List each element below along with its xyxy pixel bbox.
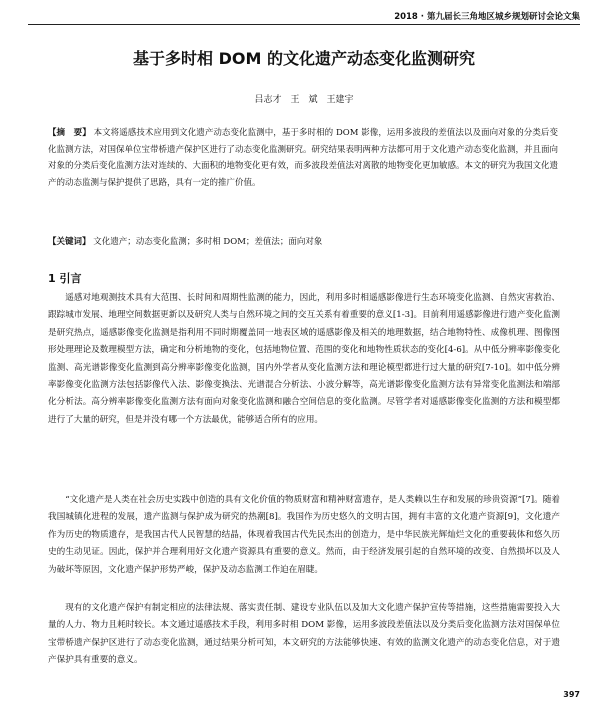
abstract-text: 本文将遥感技术应用到文化遗产动态变化监测中，基于多时相的 DOM 影像，运用多波段的差值法以及面向对象的分类后变化监测方法，对国保单位宝带桥遗产保护区进行了动态变化监测研究。研究结果表明两种方法都可用于文化遗产动态变化监测，并且面向对象的分类后变化监测方法对连续的、大面积的地物变化更有效，而多波段差值法对离散的地物变化更加敏感。本文的研究为我国文化遗产的动态监测与保护提供了思路，具有一定的推广价值。 xyxy=(48,128,559,188)
header-rule xyxy=(28,24,580,25)
body-paragraph: “文化遗产是人类在社会历史实践中创造的具有文化价值的物质财富和精神财富遗存，是人类赖以生存和发展的珍贵资源”[7]。随着我国城镇化进程的发展，遗产监测与保护成为研究的热潮[8]。我国作为历史悠久的文明古国，拥有丰富的文化遗产资源[9]，文化遗产作为历史的物质遗存，是我国古代人民智慧的结晶，体现着我国古代先民杰出的创造力，是中华民族光辉灿烂文化的重要载体和悠久历史的生动见证。因此，保护并合理利用好文化遗产资源具有重要的意义。然而，由于经济发展引起的自然环境的改变、自然损坏以及人为破坏等原因，文化遗产保护形势严峻，保护及动态监测工作迫在眉睫。 xyxy=(48,495,560,575)
running-header: 2018 · 第九届长三角地区城乡规划研讨会论文集 xyxy=(394,12,580,22)
keywords-text: 文化遗产；动态变化监测；多时相 DOM；差值法；面向对象 xyxy=(93,237,323,247)
paper-title: 基于多时相 DOM 的文化遗产动态变化监测研究 xyxy=(133,49,475,68)
keywords-label: 【关键词】 xyxy=(48,237,91,247)
page-number: 397 xyxy=(563,690,580,699)
authors: 吕志才 王 斌 王建宇 xyxy=(254,95,354,105)
keywords xyxy=(48,235,558,247)
body-paragraph: 遥感对地观测技术具有大范围、长时间和周期性监测的能力，因此，利用多时相遥感影像进行生态环境变化监测、自然灾害救治、跟踪城市发展、地理空间数据更新以及研究人类与自然环境之间的交互关系有着重要的意义[1-3]。目前利用遥感影像进行遗产变化监测是研究热点，遥感影像变化监测是指利用不同时期覆盖同一地表区域的遥感影像及相关的地理数据，结合地物特性、成像机理、图像图形处理理论及数理模型方法，确定和分析地物的变化，包括地物位置、范围的变化和地物性质状态的变化[4-6]。从中低分辨率影像变化监测、高光谱影像变化监测到高分辨率影像变化监测，国内外学者从变化监测方法和理论模型都进行过大量的研究[7-10]。如中低分辨率影像变化监测方法包括影像代入法、影像变换法、光谱混合分析法、小波分解等，高光谱影像变化监测方法有异常变化监测法和端部化分析法。高分辨率影像变化监测方法有面向对象变化监测和融合空间信息的变化监测。尽管学者对遥感影像变化监测的方法和模型都进行了大量的研究，但是并没有哪一个方法最优，能够适合所有的应用。 xyxy=(48,293,560,425)
abstract-label: 【摘 要】 xyxy=(48,128,91,138)
abstract xyxy=(48,125,558,191)
section-heading: 1 引言 xyxy=(48,272,82,285)
body-paragraph: 现有的文化遗产保护有制定相应的法律法规、落实责任制、建设专业队伍以及加大文化遗产保护宣传等措施，这些措施需要投入大量的人力、物力且耗时较长。本文通过遥感技术手段，利用多时相 DOM 影像，运用多波段差值法以及分类后变化监测方法对国保单位宝带桥遗产保护区进行了动态变化监测，通过结果分析可知，本文研究的方法能够快速、有效的监测文化遗产的动态变化信息，对于遗产保护具有重要的意义。 xyxy=(48,603,560,666)
